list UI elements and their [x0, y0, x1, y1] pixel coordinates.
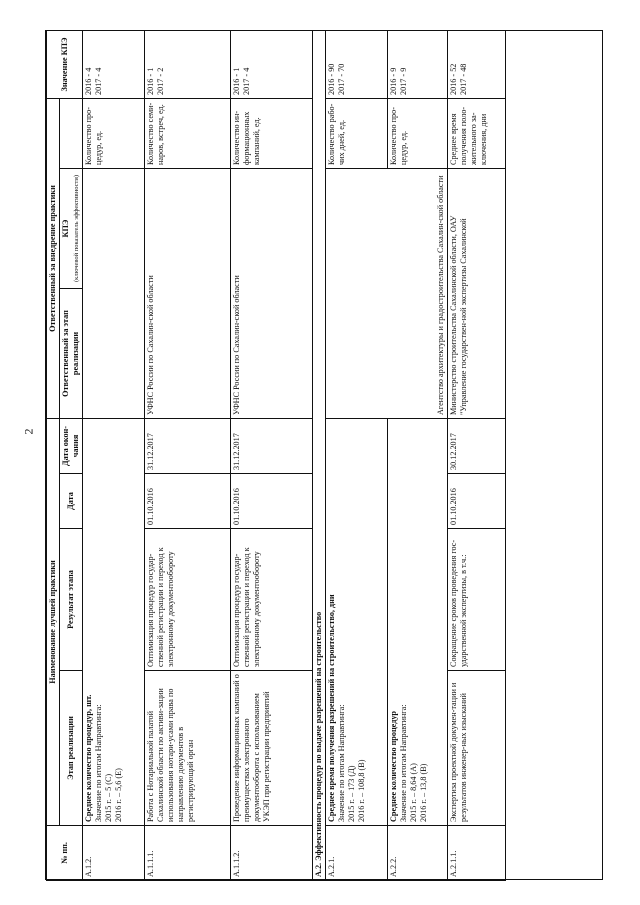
header-row-2 — [60, 30, 83, 880]
table-row — [231, 30, 313, 880]
section-title: А.2. Эффективность процедур по выдаче разрешений на строительство — [313, 30, 326, 880]
stage-line: 2015 г. – 173 (Д) — [347, 765, 356, 822]
stage-cell: Экспертиза проектной докумен-тации и результатов инженер-ных изысканий — [448, 671, 506, 826]
table-row — [83, 30, 145, 880]
table-row — [145, 30, 231, 880]
resp-cell: УФНС России по Сахалин-ской области — [231, 169, 313, 419]
header-stage: Этап реализации — [60, 671, 83, 826]
kpi-cell: Количество про-цедур, ед. — [83, 98, 145, 168]
kpi-cell: Количество про-цедур, ед. — [388, 98, 448, 168]
stage-line: 2015 г. – 8,64 (А) — [409, 763, 418, 822]
practice-table — [46, 30, 506, 881]
date-end-cell: 30.12.2017 — [448, 419, 506, 474]
header-kpi-title: КПЭ — [61, 219, 70, 238]
value-2016: 2016 - 1 — [146, 67, 155, 95]
kpi-value-cell — [145, 30, 231, 98]
date-cell: 01.10.2016 — [145, 474, 231, 529]
stage-line: 2016 г. – 5,6 (Е) — [114, 768, 123, 822]
value-2017: 2017 - 48 — [459, 63, 468, 95]
header-best-practice: Наименование лучшей практики — [47, 419, 60, 826]
stage-title: Среднее количество процедур — [389, 711, 398, 822]
date-end-cell: 31.12.2017 — [231, 419, 313, 474]
stage-title: Среднее количество процедур, шт. — [84, 694, 93, 822]
result-cell: Сокращение сроков проведения гос-ударственной экспертизы, в т.ч.: — [448, 529, 506, 671]
value-2016: 2016 - 90 — [327, 63, 336, 95]
value-2017: 2017 - 9 — [399, 67, 408, 95]
result-cell: Оптимизация процедур государ-ственной регистрации и переход к электронному документообороту — [145, 529, 231, 671]
kpi-value-cell — [388, 30, 448, 98]
date-cell: 01.10.2016 — [231, 474, 313, 529]
kpi-cell: Количество ин-формационных кампаний, ед. — [231, 98, 313, 168]
resp-cell-merged: Агентство архитектуры и градостроительства Сахалин-ской области — [326, 169, 448, 419]
table-row — [388, 30, 448, 880]
document-table-frame — [45, 30, 603, 880]
date-cell: 01.10.2016 — [448, 474, 506, 529]
value-2016: 2016 - 52 — [449, 63, 458, 95]
section-row — [313, 30, 326, 880]
header-kpi — [60, 169, 83, 289]
value-2017: 2017 - 4 — [94, 67, 103, 95]
stage-line: 2015 г. – 5 (С) — [104, 773, 113, 822]
row-num: А.2.2. — [388, 826, 448, 881]
kpi-value-cell — [326, 30, 388, 98]
row-num: А.1.1.1. — [145, 826, 231, 881]
stage-cell — [83, 419, 145, 826]
stage-line: Значение по итогам Направтинга: — [94, 704, 103, 822]
row-num: А.1.2. — [83, 826, 145, 881]
header-responsible: Ответственный за внедрение практики — [47, 98, 60, 418]
header-num: № пп. — [47, 826, 83, 881]
stage-line: 2016 г. – 13,8 (В) — [419, 763, 428, 822]
header-row-1 — [47, 30, 60, 880]
stage-line: Значение по итогам Направтинга: — [399, 704, 408, 822]
date-end-cell: 31.12.2017 — [145, 419, 231, 474]
stage-line: 2016 г. – 108,8 (В) — [357, 759, 366, 822]
table-row — [326, 30, 388, 880]
stage-cell — [388, 419, 448, 826]
header-kpi-sub: (ключевой показатель эффективности) — [73, 175, 80, 282]
resp-cell: УФНС России по Сахалин-ской области — [145, 169, 231, 419]
header-result: Результат этапа — [60, 529, 83, 671]
header-kpi-value: Значение КПЭ — [47, 30, 83, 98]
page-number: 2 — [21, 428, 36, 435]
kpi-value-cell — [448, 30, 506, 98]
value-2016: 2016 - 9 — [389, 67, 398, 95]
stage-cell: Работа с Нотариальной палатой Сахалинской области по активи-зации использования нотари-усами права по направлению документов в регистрирующий орган — [145, 671, 231, 826]
rotated-table-container — [46, 31, 602, 881]
table-row — [448, 30, 506, 880]
stage-line: Значение по итогам Направтинга: — [337, 704, 346, 822]
header-date: Дата — [60, 474, 83, 529]
kpi-cell: Среднее время получения поло-жительного за-ключения, дни — [448, 98, 506, 168]
kpi-value-cell — [231, 30, 313, 98]
row-num: А.2.1. — [326, 826, 388, 881]
result-cell: Оптимизация процедур государ-ственной регистрации и переход к электронному документообороту — [231, 529, 313, 671]
stage-cell: Проведение информационных кампаний о преимуществах электронного документооборота с использованием УКЭП при регистрации предприятий — [231, 671, 313, 826]
resp-cell: Министерство строительства Сахалинской области, ОАУ "Управление государствен-ной экспертизы Сахалинской — [448, 169, 506, 419]
kpi-cell: Количество рабо-чих дней, ед. — [326, 98, 388, 168]
value-2017: 2017 - 4 — [242, 67, 251, 95]
kpi-value-cell — [83, 30, 145, 98]
row-num: А.1.1.2. — [231, 826, 313, 881]
row-num: А.2.1.1. — [448, 826, 506, 881]
header-resp-stage: Ответственный за этап реализации — [60, 289, 83, 419]
resp-cell — [83, 169, 145, 419]
value-2016: 2016 - 4 — [84, 67, 93, 95]
value-2017: 2017 - 70 — [337, 63, 346, 95]
header-date-end: Дата окон-чания — [60, 419, 83, 474]
stage-cell — [326, 419, 388, 826]
value-2016: 2016 - 1 — [232, 67, 241, 95]
stage-title: Среднее время получения разрешений на строительство, дни — [327, 594, 336, 822]
kpi-cell: Количество семи-наров, встреч, ед. — [145, 98, 231, 168]
value-2017: 2017 - 2 — [156, 67, 165, 95]
